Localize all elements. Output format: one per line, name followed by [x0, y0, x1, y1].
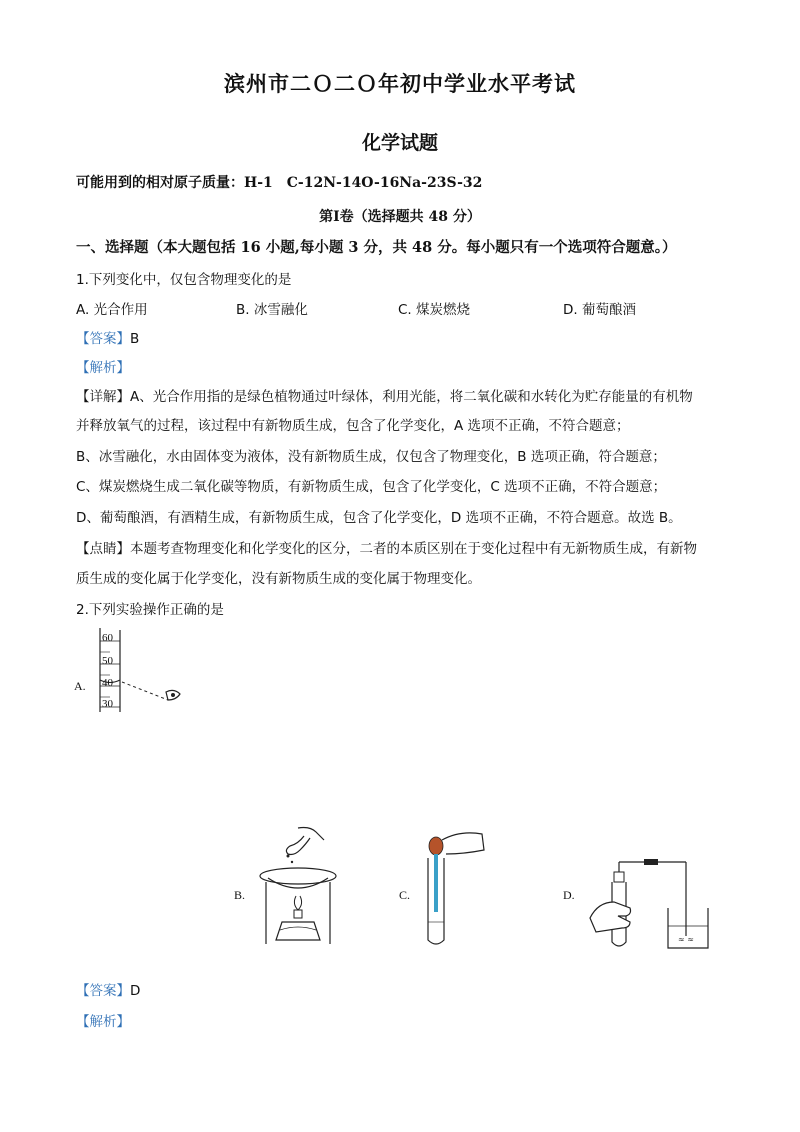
tick-40: 40: [102, 677, 113, 689]
q1-detail-line-1: [76, 385, 693, 405]
point-text: 本题考查物理变化和化学变化的区分，二者的本质区别在于变化过程中有无新物质生成，有新物: [130, 541, 697, 557]
q1-analysis-tag: 【解析】: [76, 360, 130, 376]
section-title: 第Ⅰ卷（选择题共 48 分）: [319, 209, 481, 225]
q1-option-b: B. 冰雪融化: [236, 302, 308, 318]
atomic-mass-line: 可能用到的相对原子质量：H-1 C-12N-14O-16Na-23S-32: [76, 175, 483, 191]
q2-answer: [76, 979, 140, 999]
part-heading: 一、选择题（本大题包括 16 小题,每小题 3 分，共 48 分。每小题只有一个选项符合题意。）: [76, 239, 677, 256]
q1-point-line-2: 质生成的变化属于化学变化，没有新物质生成的变化属于物理变化。: [76, 571, 481, 587]
evaporating-dish-figure: [258, 826, 338, 948]
q2-analysis-tag: 【解析】: [76, 1014, 130, 1030]
q1-detail-line-3: B、冰雪融化，水由固体变为液体，没有新物质生成，仅包含了物理变化，B 选项正确，符合题意；: [76, 449, 666, 465]
q1-detail-line-4: C、煤炭燃烧生成二氧化碳等物质，有新物质生成，包含了化学变化，C 选项不正确，不符合题意；: [76, 479, 667, 495]
q2-stem: 2.下列实验操作正确的是: [76, 602, 224, 618]
q2-answer-value: D: [130, 983, 141, 999]
page-title: 滨州市二Ｏ二Ｏ年初中学业水平考试: [224, 71, 576, 96]
q2-option-a-label: A.: [74, 679, 86, 693]
q1-detail-line-2: 并释放氧气的过程，该过程中有新物质生成，包含了化学变化，A 选项不正确，不符合题意；: [76, 418, 630, 434]
svg-text:≈ ≈: ≈ ≈: [678, 935, 694, 944]
q1-option-d: D. 葡萄酿酒: [563, 302, 636, 318]
answer-tag: 【答案】: [76, 331, 130, 347]
point-tag: 【点睛】: [76, 541, 130, 557]
q2-option-c-label: C.: [399, 888, 411, 902]
airtightness-check-figure: [588, 858, 712, 950]
q2-option-b-label: B.: [234, 888, 246, 902]
page-subtitle: 化学试题: [361, 132, 438, 154]
detail-text: A、光合作用指的是绿色植物通过叶绿体，利用光能，将二氧化碳和水转化为贮存能量的有机物: [130, 389, 693, 405]
q1-answer: [76, 327, 139, 347]
q1-option-c: C. 煤炭燃烧: [398, 302, 471, 318]
q1-stem: 1.下列变化中，仅包含物理变化的是: [76, 272, 292, 288]
q1-option-a: A. 光合作用: [76, 302, 148, 318]
q2-option-d-label: D.: [563, 888, 575, 902]
dropper-test-tube-figure: [416, 824, 496, 952]
detail-tag: 【详解】: [76, 389, 130, 405]
q1-point-line-1: [76, 537, 697, 557]
q1-answer-value: B: [130, 331, 140, 347]
tick-50: 50: [102, 655, 113, 667]
tick-60: 60: [102, 632, 113, 644]
answer-tag: 【答案】: [76, 983, 130, 999]
tick-30: 30: [102, 698, 113, 710]
q1-detail-line-5: D、葡萄酿酒，有酒精生成，有新物质生成，包含了化学变化，D 选项不正确，不符合题意。故选 B。: [76, 510, 682, 526]
